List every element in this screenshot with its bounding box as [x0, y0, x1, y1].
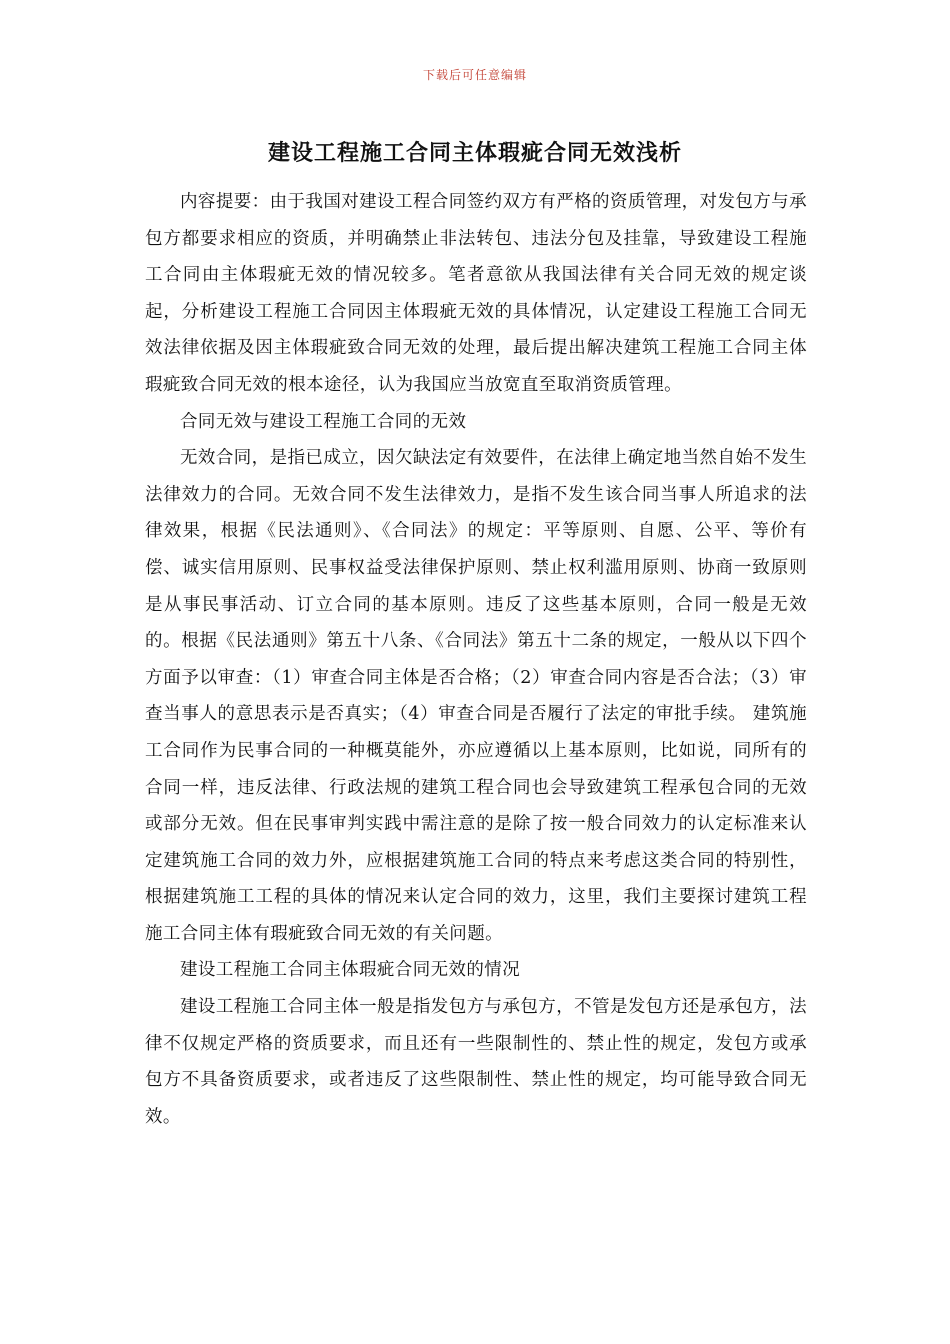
section-heading-1: 合同无效与建设工程施工合同的无效 — [180, 411, 467, 432]
section-heading-2: 建设工程施工合同主体瑕疵合同无效的情况 — [180, 960, 521, 981]
header-note: 下载后可任意编辑 — [422, 68, 527, 82]
abstract-paragraph: 内容提要：由于我国对建设工程合同签约双方有严格的资质管理，对发包方与承包方都要求相应的资质，并明确禁止非法转包、违法分包及挂靠，导致建设工程施工合同由主体瑕疵无效的情况较多。笔者意欲从我国法律有关合同无效的规定谈起，分析建设工程施工合同因主体瑕疵无效的具体情况，认定建设工程施工合同无效法律依据及因主体瑕疵致合同无效的处理，最后提出解决建筑工程施工合同主体瑕疵致合同无效的根本途径，认为我国应当放宽直至取消资质管理。 — [145, 192, 807, 395]
document-title: 建设工程施工合同主体瑕疵合同无效浅析 — [267, 140, 682, 166]
body-paragraph-2: 建设工程施工合同主体一般是指发包方与承包方，不管是发包方还是承包方，法律不仅规定严格的资质要求，而且还有一些限制性的、禁止性的规定，发包方或承包方不具备资质要求，或者违反了这些限制性、禁止性的规定，均可能导致合同无效。 — [145, 997, 807, 1127]
body-paragraph-1: 无效合同，是指已成立，因欠缺法定有效要件，在法律上确定地当然自始不发生法律效力的合同。无效合同不发生法律效力，是指不发生该合同当事人所追求的法律效果，根据《民法通则》、《合同法》的规定：平等原则、自愿、公平、等价有偿、诚实信用原则、民事权益受法律保护原则、禁止权利滥用原则、协商一致原则是从事民事活动、订立合同的基本原则。违反了这些基本原则，合同一般是无效的。根据《民法通则》第五十八条、《合同法》第五十二条的规定，一般从以下四个方面予以审查：（1）审查合同主体是否合格；（2）审查合同内容是否合法；（3）审查当事人的意思表示是否真实；（4）审查合同是否履行了法定的审批手续。 建筑施工合同作为民事合同的一种概莫能外，亦应遵循以上基本原则，比如说，同所有的合同一样，违反法律、行政法规的建筑工程合同也会导致建筑工程承包合同的无效或部分无效。但在民事审判实践中需注意的是除了按一般合同效力的认定标准来认定建筑施工合同的效力外，应根据建筑施工合同的特点来考虑这类合同的特别性，根据建筑施工工程的具体的情况来认定合同的效力，这里，我们主要探讨建筑工程施工合同主体有瑕疵致合同无效的有关问题。 — [145, 448, 807, 944]
document-body — [145, 184, 807, 1135]
